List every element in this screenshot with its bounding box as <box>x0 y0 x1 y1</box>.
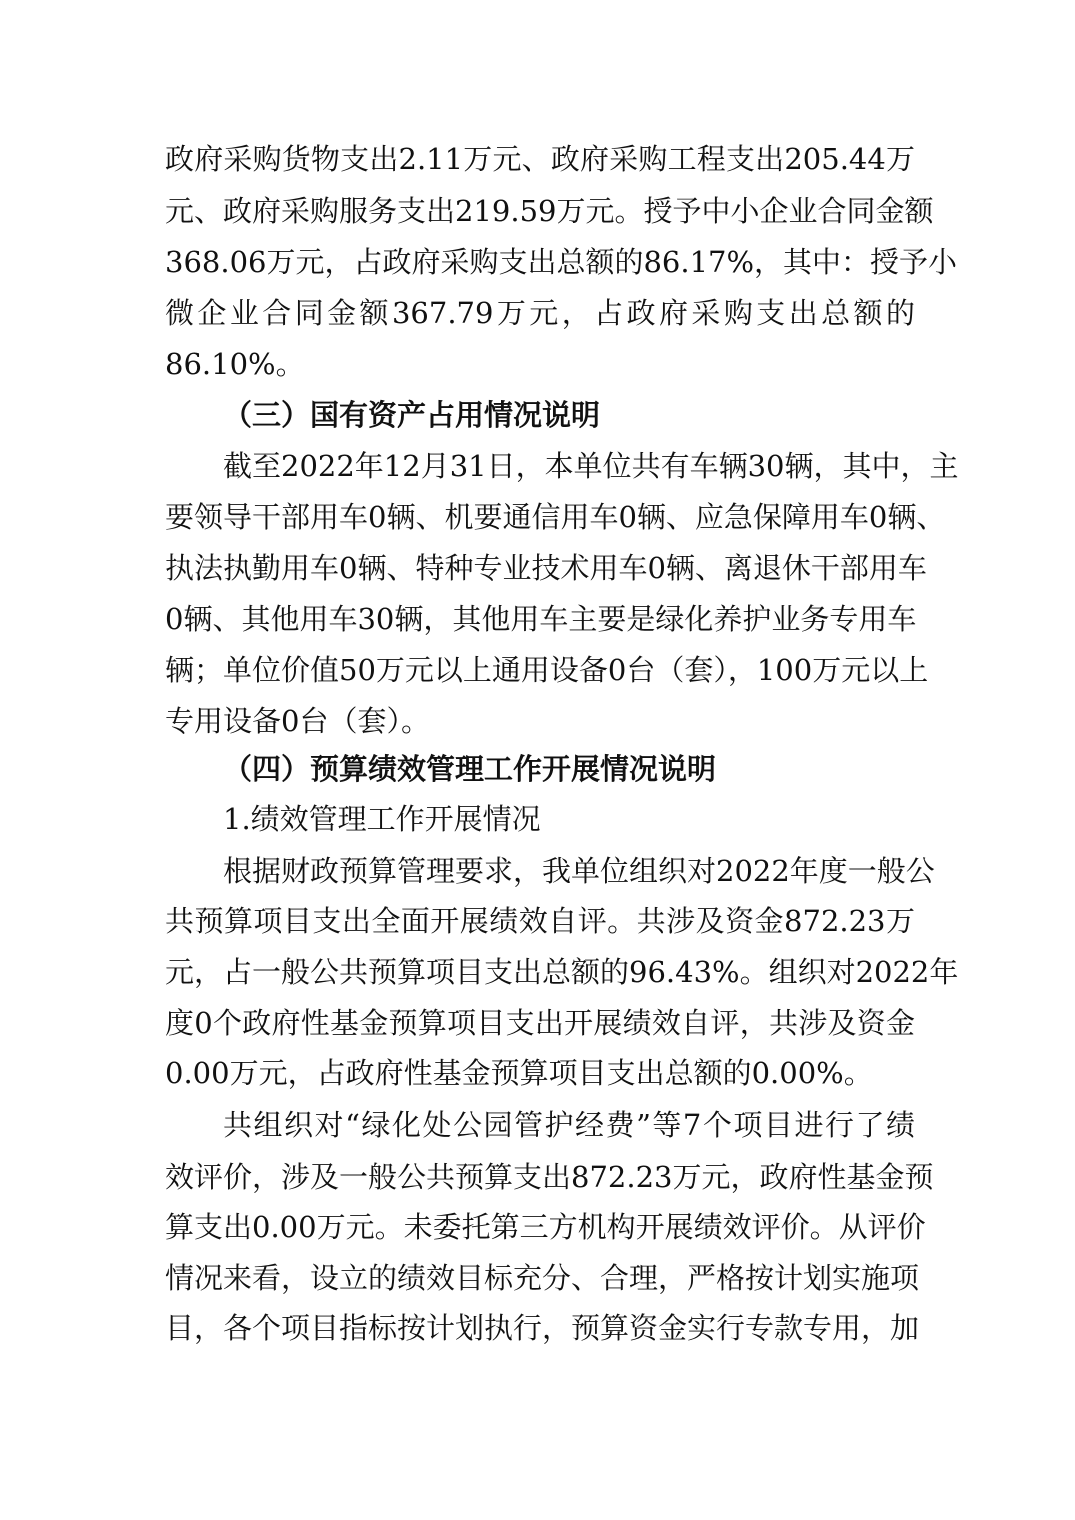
text-line: 元，占一般公共预算项目支出总额的96.43%。组织对2022年 <box>165 955 959 989</box>
text-line: 368.06万元，占政府采购支出总额的86.17%，其中：授予小 <box>165 245 958 279</box>
subsection-heading: 1.绩效管理工作开展情况 <box>223 802 541 836</box>
section-heading: （三）国有资产占用情况说明 <box>223 398 601 432</box>
section-heading: （四）预算绩效管理工作开展情况说明 <box>223 752 717 786</box>
text-line: 微企业合同金额367.79万元，占政府采购支出总额的 <box>165 296 915 330</box>
text-line: 情况来看，设立的绩效目标充分、合理，严格按计划实施项 <box>165 1261 920 1295</box>
text-line: 共预算项目支出全面开展绩效自评。共涉及资金872.23万 <box>165 904 915 938</box>
text-line: 执法执勤用车0辆、特种专业技术用车0辆、离退休干部用车 <box>165 551 927 585</box>
text-line: 根据财政预算管理要求，我单位组织对2022年度一般公 <box>223 854 935 888</box>
text-line: 算支出0.00万元。未委托第三方机构开展绩效评价。从评价 <box>165 1210 926 1244</box>
text-line: 要领导干部用车0辆、机要通信用车0辆、应急保障用车0辆、 <box>165 500 946 534</box>
text-line: 专用设备0台（套）。 <box>165 704 430 738</box>
text-line: 度0个政府性基金预算项目支出开展绩效自评，共涉及资金 <box>165 1006 915 1040</box>
text-line: 截至2022年12月31日，本单位共有车辆30辆，其中，主 <box>223 449 959 483</box>
text-line: 86.10%。 <box>165 347 305 381</box>
text-line: 0辆、其他用车30辆，其他用车主要是绿化养护业务专用车 <box>165 602 917 636</box>
text-line: 元、政府采购服务支出219.59万元。授予中小企业合同金额 <box>165 194 934 228</box>
text-line: 共组织对“绿化处公园管护经费”等7个项目进行了绩 <box>223 1108 915 1142</box>
text-line: 0.00万元，占政府性基金预算项目支出总额的0.00%。 <box>165 1056 873 1090</box>
text-line: 目，各个项目指标按计划执行，预算资金实行专款专用，加 <box>165 1311 920 1345</box>
text-line: 政府采购货物支出2.11万元、政府采购工程支出205.44万 <box>165 142 915 176</box>
text-line: 效评价，涉及一般公共预算支出872.23万元，政府性基金预 <box>165 1160 934 1194</box>
text-line: 辆；单位价值50万元以上通用设备0台（套），100万元以上 <box>165 653 929 687</box>
